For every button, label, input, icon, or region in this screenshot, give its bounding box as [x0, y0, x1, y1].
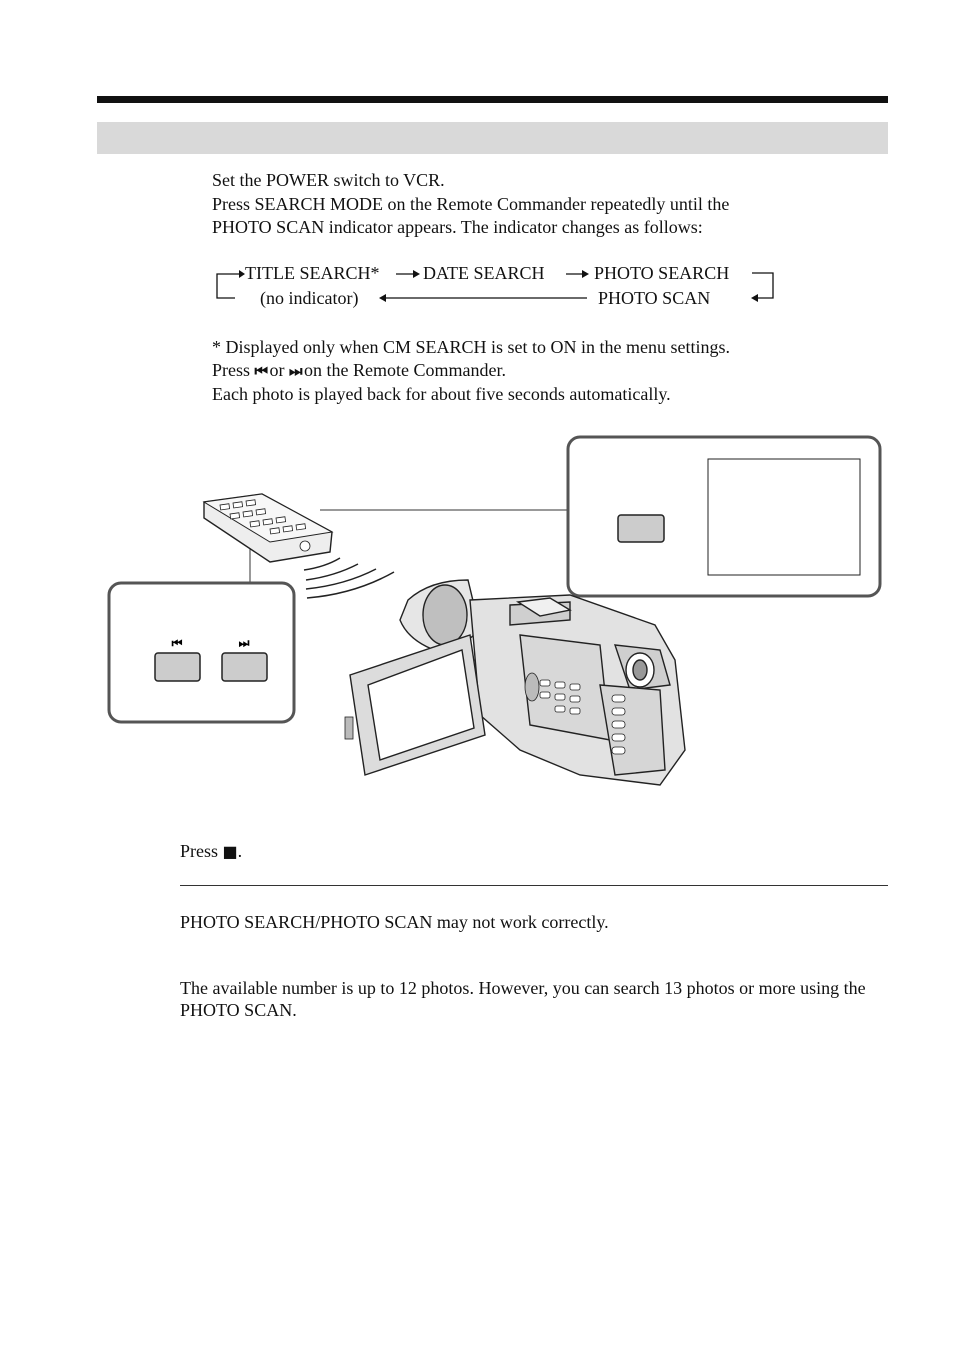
step-indicator-text: PHOTO SCAN indicator appears. The indicator changes as follows: — [212, 217, 703, 237]
press-skip-line — [212, 359, 506, 383]
next-button-icon — [222, 653, 267, 681]
flow-title-search: TITLE SEARCH* — [245, 263, 380, 283]
skip-buttons-callout — [109, 583, 294, 722]
previous-icon: ⏮ — [254, 362, 266, 380]
stop-prefix: Press — [180, 841, 219, 861]
viewfinder-display — [708, 459, 860, 575]
section-header-band — [97, 122, 888, 154]
each-photo-note: Each photo is played back for about five seconds automatically. — [212, 384, 671, 404]
press-suffix: on the Remote Commander. — [304, 360, 507, 380]
previous-button-label-icon: ⏮ — [171, 636, 183, 650]
step-power-text: Set the POWER switch to VCR. — [212, 170, 445, 190]
next-icon: ⏭ — [289, 362, 300, 380]
step-search-mode-text: Press SEARCH MODE on the Remote Commander repeatedly until the — [212, 194, 730, 214]
or-text: or — [269, 360, 285, 380]
infrared-waves — [304, 558, 394, 598]
camcorder-icon — [345, 580, 685, 785]
flow-photo-scan: PHOTO SCAN — [598, 288, 711, 308]
flow-photo-search: PHOTO SEARCH — [594, 263, 730, 283]
search-mode-button-icon — [618, 515, 664, 542]
top-rule — [97, 96, 888, 103]
stop-line — [180, 840, 242, 863]
flow-date-search: DATE SEARCH — [423, 263, 545, 283]
stop-suffix: . — [237, 841, 243, 861]
note-paragraph-1: PHOTO SEARCH/PHOTO SCAN may not work correctly. — [180, 912, 609, 932]
remote-commander-icon — [204, 494, 332, 562]
flow-no-indicator: (no indicator) — [260, 288, 359, 308]
camcorder-illustration — [100, 430, 890, 800]
note-paragraph-2: The available number is up to 12 photos. However, you can search 13 photos or more using the PHOTO SCAN. — [180, 978, 866, 1020]
section-divider — [180, 885, 888, 886]
cm-search-note: * Displayed only when CM SEARCH is set to ON in the menu settings. — [212, 337, 730, 357]
next-button-label-icon: ⏭ — [238, 636, 250, 650]
stop-icon: ■ — [222, 842, 238, 861]
press-prefix: Press — [212, 360, 251, 380]
previous-button-icon — [155, 653, 200, 681]
